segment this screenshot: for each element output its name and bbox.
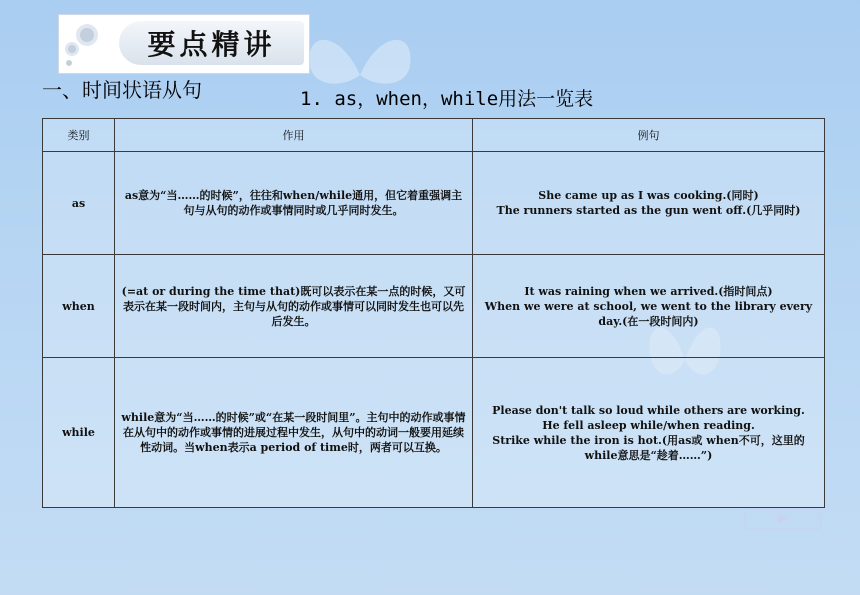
- example-sentence: He fell asleep while/when reading.: [542, 418, 755, 432]
- row-examples: [473, 255, 825, 358]
- table-caption: 1. as，when，while用法一览表: [300, 88, 594, 110]
- row-keyword: as: [43, 152, 115, 255]
- row-description: (=at or during the time that)既可以表示在某一点的时候，又可表示在某一段时间内，主句与从句的动作或事情可以同时发生也可以先后发生。: [115, 255, 473, 358]
- header-example: 例句: [473, 119, 825, 152]
- badge-title: 要点精讲: [119, 21, 304, 65]
- section-title: 一、时间状语从句: [42, 78, 202, 102]
- next-page-icon[interactable]: [744, 508, 822, 530]
- example-sentence: Please don't talk so loud while others are working.: [492, 403, 805, 417]
- decorative-dots-icon: [59, 15, 119, 73]
- example-sentence: Strike while the iron is hot.(用as或 when不可，这里的while意思是“趁着……”): [492, 433, 805, 462]
- row-description: as意为“当……的时候”，往往和when/while通用，但它着重强调主句与从句的动作或事情同时或几乎同时发生。: [115, 152, 473, 255]
- header-function: 作用: [115, 119, 473, 152]
- table-row: [43, 358, 825, 508]
- usage-table: [42, 118, 825, 508]
- butterfly-watermark: [300, 20, 420, 130]
- table-header-row: [43, 119, 825, 152]
- section-badge: [58, 14, 310, 74]
- header-category: 类别: [43, 119, 115, 152]
- example-sentence: When we were at school, we went to the library every day.(在一段时间内): [484, 299, 813, 328]
- example-sentence: The runners started as the gun went off.(几乎同时): [496, 204, 801, 217]
- table-row: [43, 255, 825, 358]
- row-description: while意为“当……的时候”或“在某一段时间里”。主句中的动作或事情在从句中的动作或事情的进展过程中发生，从句中的动词一般要用延续性动词。当when表示a period of time时，两者可以互换。: [115, 358, 473, 508]
- row-examples: [473, 358, 825, 508]
- table-row: [43, 152, 825, 255]
- example-sentence: It was raining when we arrived.(指时间点): [524, 284, 773, 298]
- row-examples: [473, 152, 825, 255]
- example-sentence: She came up as I was cooking.(同时): [538, 189, 759, 202]
- row-keyword: while: [43, 358, 115, 508]
- row-keyword: when: [43, 255, 115, 358]
